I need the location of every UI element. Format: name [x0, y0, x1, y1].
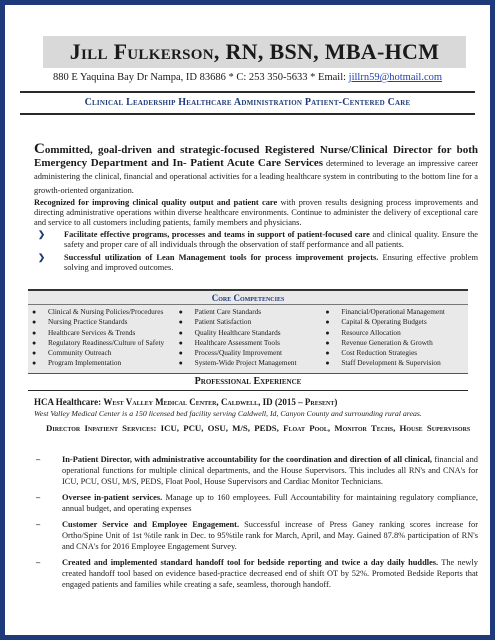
competency-label: Healthcare Assessment Tools — [194, 337, 280, 347]
company-location-dates: Caldwell, ID (2015 – Present) — [218, 397, 338, 407]
competency-item — [325, 358, 468, 368]
competency-item — [325, 348, 468, 358]
bullet-icon: ● — [32, 338, 37, 347]
competency-item — [32, 328, 175, 338]
company-name: HCA Healthcare: — [34, 397, 102, 407]
bullet-bold: Successful utilization of Lean Management tools for process improvement projects. — [64, 253, 379, 262]
summary-lead-rest: determined to leverage an impressive career administering the clinical, financial and operational activities for a leading healthcare system in contributing to the bottom line for a growth-oriented organization. — [34, 158, 478, 195]
bullet-icon: ● — [325, 338, 330, 347]
summary-lead — [34, 143, 478, 197]
bullet-icon: ● — [32, 308, 37, 316]
arrow-bullet-icon: ❯ — [38, 230, 46, 239]
achievement-rest: Manage up to 160 employees. Full Accountability for maintaining regulatory compliance, annual budget, and operating expenses — [62, 493, 478, 513]
competency-item — [32, 358, 175, 368]
competency-label: Resource Allocation — [341, 327, 401, 337]
competency-item — [32, 338, 175, 348]
achievement-item — [34, 557, 478, 590]
company-block — [34, 397, 478, 434]
summary-p2-rest: with proven results designing process improvements and directing administrative operations within diverse healthcare environments. Continue to administer the delivery of exceptional care and service to all customers including patients, family members and physicians. — [34, 198, 479, 227]
role-title: Director Inpatient Services: ICU, PCU, OSU, M/S, PEDS, Float Pool, Monitor Techs, House Supervisors — [46, 423, 471, 433]
achievement-bold: Created and implemented standard handoff tool for bedside reporting and twice a day daily huddles. — [62, 558, 439, 567]
page-border-top — [0, 0, 495, 5]
bullet-icon: ● — [178, 308, 183, 316]
dash-bullet-icon: – — [36, 455, 41, 464]
competency-label: Healthcare Services & Trends — [48, 327, 136, 337]
contact-details: 880 E Yaquina Bay Dr Nampa, ID 83686 * C: 253 350-5633 * Email: — [52, 72, 349, 83]
competency-item — [179, 358, 322, 368]
competency-item — [179, 348, 322, 358]
achievement-rest: The newly created handoff tool based on evidence based-practice decreased end of shift OT by 52%. Promoted Bedside Reports that engaged patients and families while creating a safe, seamless, thorough handoff. — [62, 558, 478, 589]
competency-label: Financial/Operational Management — [341, 307, 445, 316]
summary-paragraph-2 — [34, 198, 478, 228]
bullet-icon: ● — [178, 359, 183, 368]
experience-section-title: Professional Experience — [194, 376, 302, 387]
core-column-1 — [28, 307, 175, 369]
bullet-icon: ● — [178, 318, 183, 327]
achievement-item — [34, 492, 478, 514]
dash-bullet-icon: – — [36, 558, 41, 567]
achievement-item — [34, 454, 478, 487]
competency-item — [179, 338, 322, 348]
bullet-icon: ● — [325, 359, 330, 368]
competency-label: Capital & Operating Budgets — [341, 317, 427, 327]
achievement-bold: In-Patient Director, with administrative accountability for the coordination and direction of all clinical, — [62, 455, 433, 464]
competency-label: Process/Quality Improvement — [194, 348, 283, 358]
bullet-rest: Ensuring effective problem solving and improved outcomes. — [64, 253, 478, 272]
bullet-icon: ● — [32, 359, 37, 368]
core-competencies-box — [28, 289, 468, 374]
divider-top — [20, 91, 475, 93]
competency-label: Community Outreach — [48, 348, 112, 358]
summary-lead-bold: ommitted, goal-driven and strategic-focused Registered Nurse/Clinical Director for both Emergency Department and In- Patient Acute Care Services — [34, 144, 478, 169]
company-description: West Valley Medical Center is a 150 licensed bed facility serving Caldwell, Id, Canyon County and surrounding rural areas. — [34, 409, 422, 418]
competency-item — [32, 317, 175, 327]
summary-p2-bold: Recognized for improving clinical quality output and patient care — [34, 198, 278, 207]
bullet-icon: ● — [32, 328, 37, 337]
candidate-name: Jill Fulkerson, RN, BSN, MBA-HCM — [69, 39, 440, 64]
competency-item — [32, 307, 175, 317]
page-border-left — [0, 0, 5, 640]
experience-divider — [28, 390, 468, 391]
competency-label: Nursing Practice Standards — [48, 317, 128, 327]
bullet-icon: ● — [325, 328, 330, 337]
drop-cap: C — [34, 141, 45, 157]
competency-label: Staff Development & Supervision — [341, 358, 441, 368]
facility-name: West Valley Medical Center, — [103, 397, 219, 407]
competency-item — [325, 307, 468, 317]
competency-label: Regulatory Readiness/Culture of Safety — [48, 337, 165, 347]
competency-label: System-Wide Project Management — [194, 358, 297, 368]
competency-item — [179, 328, 322, 338]
bullet-icon: ● — [32, 318, 37, 327]
achievement-bold: Oversee in-patient services. — [62, 493, 163, 502]
summary-bullet — [34, 230, 478, 250]
bullet-icon: ● — [178, 349, 183, 358]
email-link[interactable]: jillrn59@hotmail.com — [348, 72, 443, 83]
achievement-rest: financial and operational functions for multiple clinical departments, and the House Supervisors. This includes all RN's and CNA's for ICU, PCU, OSU, M/S, PEDS, Float Pool, House Supervisors and Cardiac Monitor Technicians. — [62, 455, 478, 486]
bullet-icon: ● — [178, 328, 183, 337]
contact-line — [20, 72, 475, 83]
core-columns — [28, 307, 468, 369]
competency-label: Patient Care Standards — [194, 307, 262, 316]
achievements-list — [34, 454, 478, 590]
bullet-icon: ● — [325, 349, 330, 358]
bullet-icon: ● — [325, 308, 330, 316]
competency-item — [32, 348, 175, 358]
page-border-bottom — [0, 635, 495, 640]
achievement-bold: Customer Service and Employee Engagement. — [62, 520, 240, 529]
competency-item — [179, 307, 322, 317]
core-competencies-title: Core Competencies — [211, 293, 285, 303]
company-line — [34, 397, 478, 407]
divider-bottom — [20, 113, 475, 115]
arrow-bullet-icon: ❯ — [38, 253, 46, 262]
core-column-3 — [321, 307, 468, 369]
summary-section — [34, 143, 478, 229]
competency-label: Program Implementation — [48, 358, 122, 368]
bullet-rest: and clinical quality. Ensure the safety and proper care of all individuals through the observation of staff performance and all patients. — [64, 230, 478, 249]
dash-bullet-icon: – — [36, 493, 41, 502]
summary-bullets — [34, 230, 478, 276]
competency-item — [325, 338, 468, 348]
name-banner — [43, 36, 466, 68]
competency-label: Quality Healthcare Standards — [194, 327, 281, 337]
competency-item — [325, 317, 468, 327]
core-divider — [28, 304, 468, 305]
bullet-icon: ● — [325, 318, 330, 327]
summary-bullet — [34, 253, 478, 273]
bullet-icon: ● — [32, 349, 37, 358]
competency-item — [179, 317, 322, 327]
competency-label: Cost Reduction Strategies — [341, 348, 418, 358]
tagline: Clinical Leadership Healthcare Administration Patient-Centered Care — [84, 97, 411, 108]
dash-bullet-icon: – — [36, 520, 41, 529]
achievement-item — [34, 519, 478, 552]
bullet-bold: Facilitate effective programs, processes and teams in support of patient-focused care — [64, 230, 370, 239]
core-column-2 — [175, 307, 322, 369]
competency-label: Patient Satisfaction — [194, 317, 252, 327]
achievement-rest: Successful increase of Press Ganey ranking scores increase for Ortho/Spine Unit of 1st %tile rank in Dec. to 95%tile rank for March, April, and May. Gained 87.8% participation of RN's and CNA's for 2016 Employee Engagement Survey. — [62, 520, 478, 551]
bullet-icon: ● — [178, 338, 183, 347]
competency-label: Clinical & Nursing Policies/Procedures — [48, 307, 164, 316]
competency-item — [325, 328, 468, 338]
page-border-right — [490, 0, 495, 640]
competency-label: Revenue Generation & Growth — [341, 337, 433, 347]
